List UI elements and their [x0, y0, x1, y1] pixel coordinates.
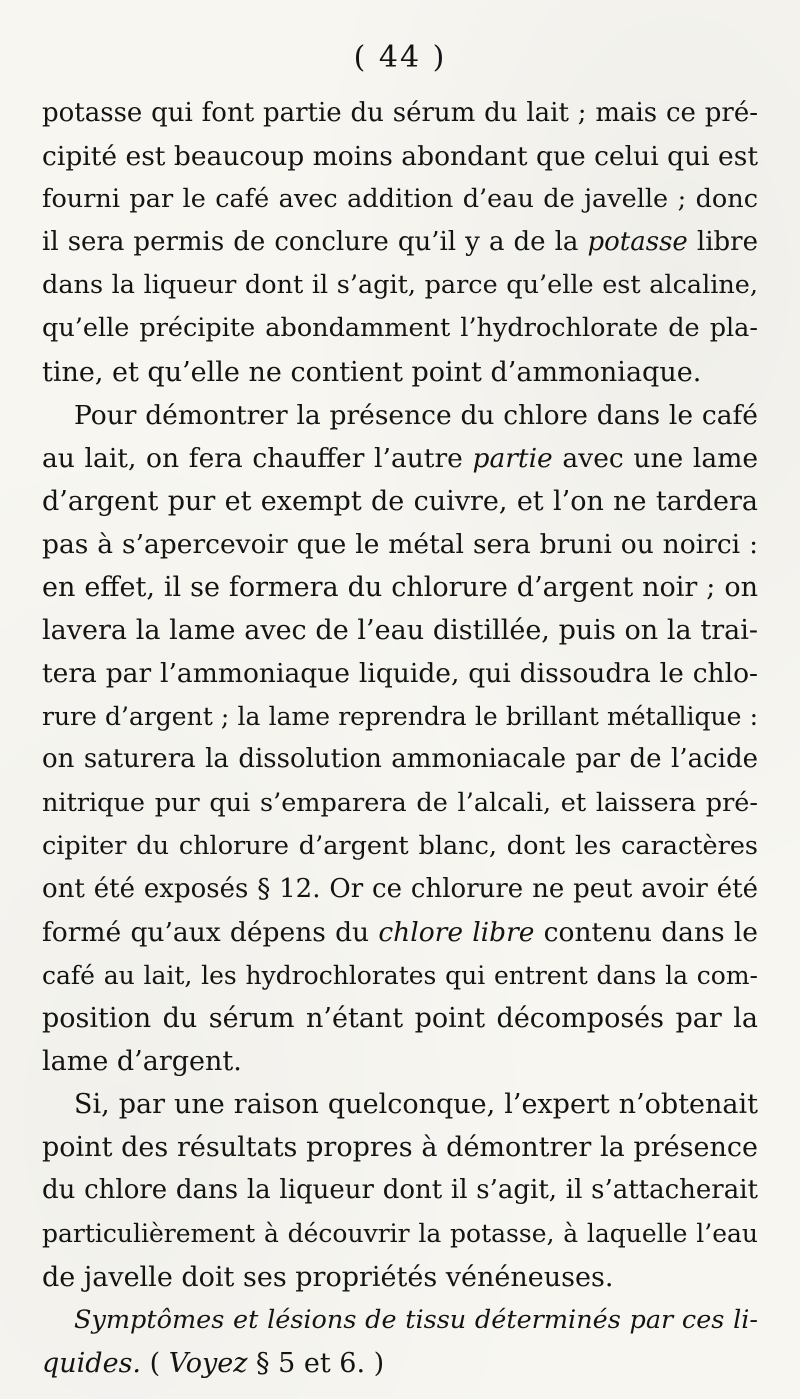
text-line: on saturera la dissolution ammoniacale par de l’acide [42, 744, 758, 775]
text-line: cipité est beaucoup moins abondant que celui qui est [42, 141, 758, 173]
text-line: potasse qui font partie du sérum du lait ; mais ce pré- [42, 98, 758, 128]
paragraph-last-line: tine, et qu’elle ne contient point d’ammoniaque. [42, 356, 702, 388]
text-line: ont été exposés § 12. Or ce chlorure ne peut avoir été [42, 873, 758, 904]
section-heading: Symptômes et lésions de tissu déterminés par ces li- [74, 1304, 758, 1335]
text-line: dans la liqueur dont il s’agit, parce qu’elle est alcaline, [42, 270, 758, 301]
paragraph-first-line: Pour démontrer la présence du chlore dans le café [74, 399, 758, 431]
cross-reference: Voyez [168, 1347, 248, 1379]
paragraph-last-line: lame d’argent. [42, 1046, 242, 1078]
text-line: du chlore dans la liqueur dont il s’agit, il s’attacherait [42, 1175, 758, 1206]
text-line: tera par l’ammoniaque liquide, qui dissoudra le chlo- [42, 658, 758, 690]
text-line: position du sérum n’étant point décomposés par la [42, 1002, 758, 1034]
text-line: point des résultats propres à démontrer la présence [42, 1132, 758, 1164]
text-line: nitrique pur qui s’emparera de l’alcali, et laissera pré- [42, 787, 758, 818]
text-line: lavera la lame avec de l’eau distillée, puis on la trai- [42, 615, 758, 647]
paragraph-first-line: Si, par une raison quelconque, l’expert n’obtenait [74, 1089, 758, 1121]
text-line: particulièrement à découvrir la potasse, à laquelle l’eau [42, 1219, 758, 1249]
body-text [42, 92, 758, 1385]
text-line: pas à s’apercevoir que le métal sera bruni ou noirci : [42, 528, 758, 560]
section-heading-line: quides. ( Voyez § 5 et 6. ) [42, 1347, 385, 1379]
text-line: en effet, il se formera du chlorure d’argent noir ; on [42, 572, 758, 604]
section-heading-end: quides. [42, 1347, 142, 1379]
italic-term: potasse [587, 227, 688, 258]
text-line: fourni par le café avec addition d’eau de javelle ; donc [42, 184, 758, 215]
text-line: cipiter du chlorure d’argent blanc, dont les caractères [42, 830, 758, 861]
text-line: café au lait, les hydrochlorates qui entrent dans la com- [42, 960, 758, 990]
text-line: rure d’argent ; la lame reprendra le brillant métallique : [42, 702, 758, 732]
paragraph-last-line: de javelle doit ses propriétés vénéneuses. [42, 1261, 614, 1293]
italic-term: partie [472, 442, 553, 474]
page-number: ( 44 ) [353, 40, 447, 75]
text-line: d’argent pur et exempt de cuivre, et l’on ne tardera [42, 485, 758, 517]
italic-term: chlore libre [378, 916, 535, 948]
text-line: il sera permis de conclure qu’il y a de la potasse libre [42, 227, 758, 258]
text-line: formé qu’aux dépens du chlore libre contenu dans le [42, 916, 758, 948]
text-line: qu’elle précipite abondamment l’hydrochlorate de pla- [42, 313, 758, 344]
section-heading-line [42, 1299, 758, 1342]
text-line: au lait, on fera chauffer l’autre partie avec une lame [42, 442, 758, 474]
